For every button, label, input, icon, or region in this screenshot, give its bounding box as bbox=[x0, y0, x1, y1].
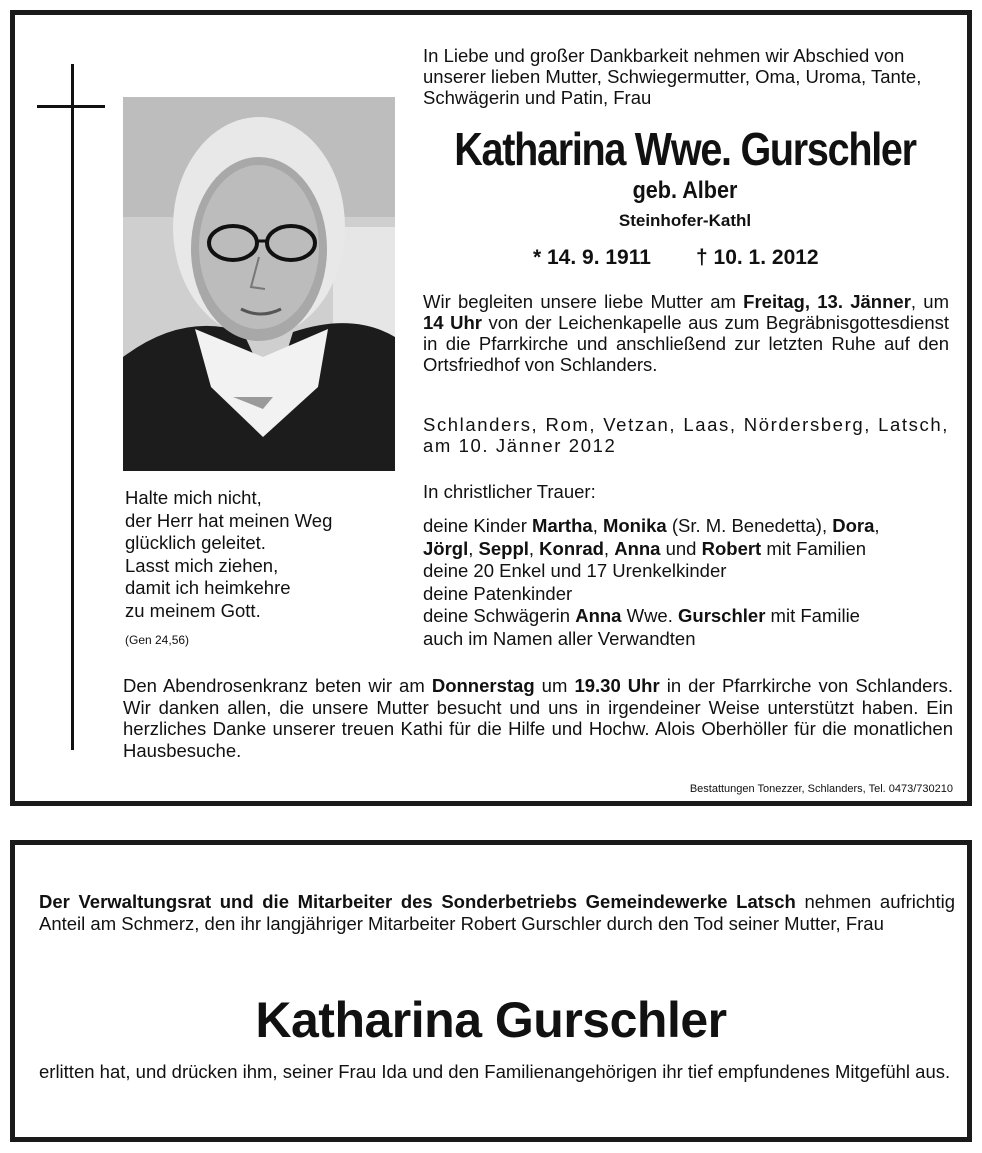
rosary-info: Den Abendrosenkranz beten wir am Donnerstag um 19.30 Uhr in der Pfarrkirche von Schlanders. Wir danken allen, die unsere Mutter besucht und uns in irgendeiner Weise unterstützt haben. Ein herzliches Danke unserer treuen Kathi für die Hilfe und Hochw. Alois Oberhöller für die monatlichen Hausbesuche. bbox=[123, 675, 954, 761]
quote-line: der Herr hat meinen Weg bbox=[125, 509, 333, 531]
cross-icon-bar bbox=[37, 105, 105, 108]
bible-quote bbox=[125, 487, 395, 622]
death-date: † 10. 1. 2012 bbox=[696, 246, 819, 269]
mourners-line: Jörgl, Seppl, Konrad, Anna und Robert mit Familien bbox=[423, 537, 867, 559]
quote-line: glücklich geleitet. bbox=[125, 532, 266, 553]
portrait-photo bbox=[123, 97, 395, 471]
maiden-name: geb. Alber bbox=[632, 177, 738, 204]
deceased-name: Katharina Wwe. Gurschler bbox=[454, 123, 916, 175]
mourners-list bbox=[423, 515, 949, 650]
mourners-line: deine Kinder Martha, Monika (Sr. M. Benedetta), Dora, bbox=[423, 515, 880, 536]
house-name: Steinhofer-Kathl bbox=[618, 211, 752, 230]
funeral-info: Wir begleiten unsere liebe Mutter am Freitag, 13. Jänner, um 14 Uhr von der Leichenkapelle aus zum Begräbnisgottesdienst in die Pfarrkirche und anschließend zur letzten Ruhe auf den Ortsfriedhof von Schlanders. bbox=[423, 291, 950, 375]
quote-line: zu meinem Gott. bbox=[125, 599, 261, 621]
condolence-closing: erlitten hat, und drücken ihm, seiner Frau Ida und den Familienangehörigen ihr tief empfundenes Mitgefühl aus. bbox=[39, 1061, 951, 1082]
condolence-text: Der Verwaltungsrat und die Mitarbeiter des Sonderbetriebs Gemeindewerke Latsch nehmen aufrichtig Anteil am Schmerz, den ihr langjähriger Mitarbeiter Robert Gurschler durch den Tod seiner Mutter, Frau bbox=[39, 891, 955, 934]
intro-text: In Liebe und großer Dankbarkeit nehmen wir Abschied von unserer lieben Mutter, Schwiegermutter, Oma, Uroma, Tante, Schwägerin und Patin, Frau bbox=[423, 45, 922, 108]
quote-reference: (Gen 24,56) bbox=[125, 633, 190, 647]
quote-line: damit ich heimkehre bbox=[125, 577, 291, 598]
condolence-notice bbox=[10, 840, 972, 1142]
cross-icon bbox=[71, 64, 74, 750]
obituary-notice bbox=[10, 10, 972, 806]
quote-line: Halte mich nicht, bbox=[125, 487, 262, 508]
mourners-line: deine Schwägerin Anna Wwe. Gurschler mit Familie bbox=[423, 605, 860, 626]
mourning-label: In christlicher Trauer: bbox=[423, 481, 596, 502]
mourners-line: deine Patenkinder bbox=[423, 582, 573, 604]
place-date: Schlanders, Rom, Vetzan, Laas, Nördersberg, Latsch, am 10. Jänner 2012 bbox=[423, 414, 949, 456]
mourners-line: deine 20 Enkel und 17 Urenkelkinder bbox=[423, 560, 727, 581]
mourners-line: auch im Namen aller Verwandten bbox=[423, 627, 696, 649]
quote-line: Lasst mich ziehen, bbox=[125, 554, 279, 576]
deceased-name: Katharina Gurschler bbox=[255, 992, 727, 1048]
birth-date: * 14. 9. 1911 bbox=[533, 246, 651, 269]
undertaker-credit: Bestattungen Tonezzer, Schlanders, Tel. 0473/730210 bbox=[689, 783, 953, 795]
